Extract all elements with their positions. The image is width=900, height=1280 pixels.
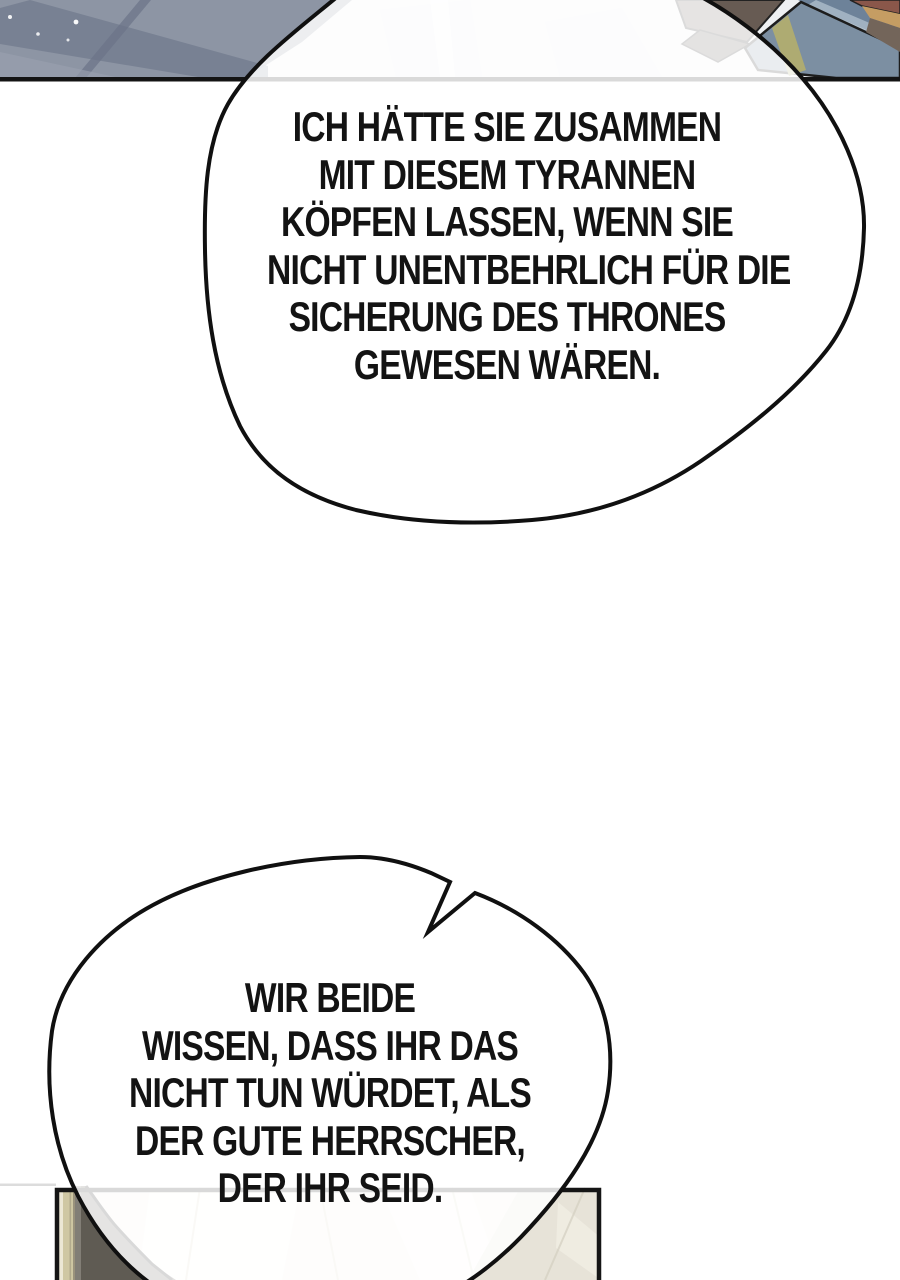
dialogue-line: MIT DIESEM TYRANNEN bbox=[318, 150, 696, 198]
dialogue-line: NICHT UNENTBEHRLICH FÜR DIE bbox=[267, 245, 791, 293]
dialogue-line: WIR BEIDE bbox=[244, 974, 416, 1021]
speech-bubble-1-text bbox=[267, 103, 791, 388]
dialogue-line: DER GUTE HERRSCHER, bbox=[135, 1116, 525, 1164]
star-speck bbox=[36, 32, 40, 36]
dialogue-line: NICHT TUN WÜRDET, ALS bbox=[129, 1069, 531, 1116]
door-frame-inner-line bbox=[70, 1188, 72, 1280]
door-frame-khaki bbox=[63, 1188, 73, 1280]
star-speck bbox=[74, 20, 79, 25]
dialogue-line: DER IHR SEID. bbox=[217, 1164, 443, 1211]
dialogue-line: SICHERUNG DES THRONES bbox=[288, 293, 726, 340]
dialogue-line: GEWESEN WÄREN. bbox=[353, 340, 661, 388]
speech-bubble-2-text bbox=[90, 974, 570, 1212]
dialogue-line: KÖPFEN LASSEN, WENN SIE bbox=[280, 198, 734, 245]
star-speck bbox=[8, 15, 12, 19]
star-speck bbox=[67, 39, 70, 42]
faint-line-left bbox=[0, 1184, 56, 1187]
dialogue-line: ICH HÄTTE SIE ZUSAMMEN bbox=[292, 103, 722, 150]
dialogue-line: WISSEN, DASS IHR DAS bbox=[141, 1021, 519, 1069]
